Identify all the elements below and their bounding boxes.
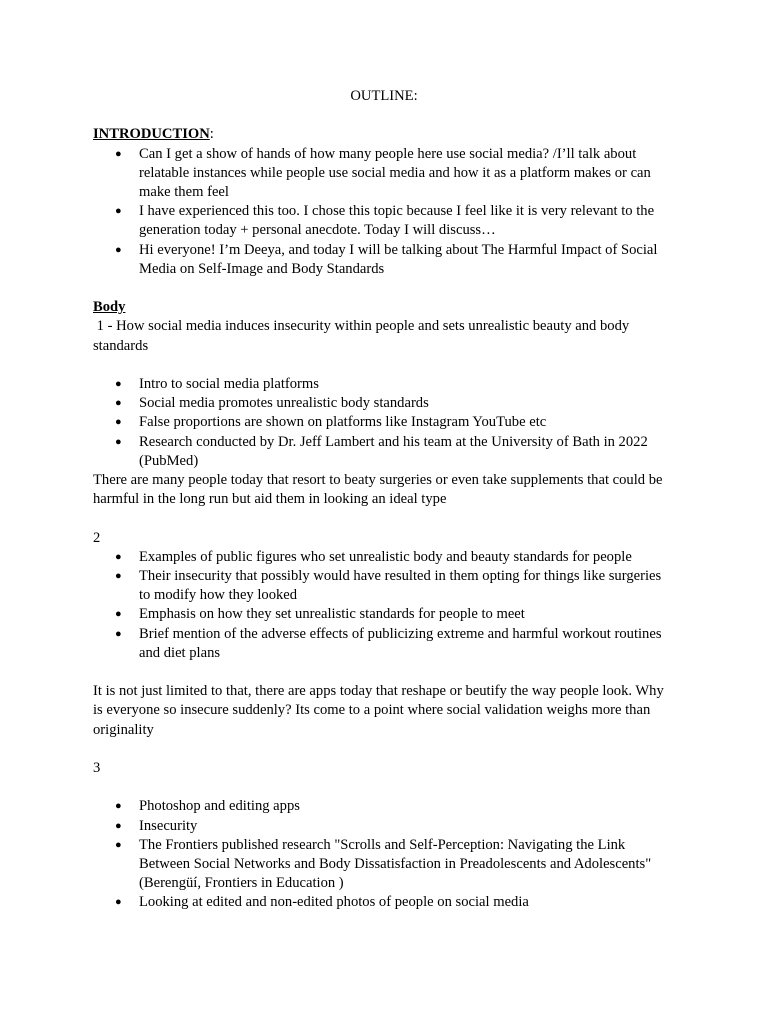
list-item-text: The Frontiers published research "Scrolls and Self-Perception: Navigating the Link Between Social Networks and Body Dissatisfaction in Preadolescents and Adolescents" (Berengüí, Frontiers in Education ) <box>139 836 652 892</box>
bullet-icon: ● <box>115 550 122 563</box>
list-item-text: Insecurity <box>139 817 198 834</box>
spacer <box>93 509 673 528</box>
list-item-text: False proportions are shown on platforms like Instagram YouTube etc <box>139 414 547 431</box>
document-page <box>93 87 673 913</box>
bullet-icon: ● <box>115 147 122 160</box>
list-item <box>93 375 673 394</box>
list-item <box>93 836 673 894</box>
list-item <box>93 394 673 413</box>
list-item-text: Intro to social media platforms <box>139 376 319 392</box>
bullet-icon: ● <box>115 608 122 621</box>
bullet-icon: ● <box>115 416 122 429</box>
introduction-heading-line <box>93 125 673 144</box>
section-1-list <box>93 375 673 471</box>
list-item <box>93 817 673 836</box>
introduction-heading: INTRODUCTION <box>93 126 210 143</box>
spacer <box>93 778 673 797</box>
list-item <box>93 893 673 912</box>
list-item-text: Research conducted by Dr. Jeff Lambert and his team at the University of Bath in 2022 (PubMed) <box>139 433 656 469</box>
bullet-icon: ● <box>115 570 122 583</box>
list-item-text: Social media promotes unrealistic body standards <box>139 395 429 412</box>
bullet-icon: ● <box>115 800 122 813</box>
list-item-text: I have experienced this too. I chose this topic because I feel like it is very relevant to the generation today + personal anecdote. Today I will discuss… <box>139 203 655 239</box>
list-item <box>93 605 673 624</box>
spacer <box>93 740 673 759</box>
introduction-list <box>93 145 673 279</box>
list-item <box>93 202 673 240</box>
spacer <box>93 356 673 375</box>
list-item <box>93 413 673 432</box>
section-1-intro: 1 - How social media induces insecurity within people and sets unrealistic beauty and body standards <box>93 318 633 354</box>
bullet-icon: ● <box>115 397 122 410</box>
bullet-icon: ● <box>115 378 122 390</box>
list-item <box>93 797 673 816</box>
list-item <box>93 241 673 279</box>
spacer <box>93 106 673 125</box>
body-heading: Body <box>93 299 126 316</box>
list-item-text: Brief mention of the adverse effects of publicizing extreme and harmful workout routines and diet plans <box>139 625 662 661</box>
list-item-text: Examples of public figures who set unrealistic body and beauty standards for people <box>139 548 632 565</box>
section-3-list <box>93 797 673 912</box>
introduction-heading-colon: : <box>209 126 214 143</box>
body-heading-line <box>93 298 673 317</box>
bullet-icon: ● <box>115 896 122 909</box>
list-item-text: Can I get a show of hands of how many people here use social media? /I’ll talk about relatable instances while people use social media and how it as a platform makes or can make them feel <box>139 145 651 200</box>
document-title: OUTLINE: <box>350 88 418 104</box>
bullet-icon: ● <box>115 819 122 832</box>
list-item <box>93 567 673 605</box>
list-item-text: Emphasis on how they set unrealistic standards for people to meet <box>139 606 525 623</box>
bullet-icon: ● <box>115 243 122 256</box>
bullet-icon: ● <box>115 435 122 448</box>
list-item-text: Hi everyone! I’m Deeya, and today I will be talking about The Harmful Impact of Social Media on Self-Image and Body Standards <box>139 241 658 277</box>
section-2-list <box>93 548 673 663</box>
section-3-number: 3 <box>93 760 101 777</box>
bullet-icon: ● <box>115 838 122 851</box>
list-item-text: Looking at edited and non-edited photos of people on social media <box>139 894 529 911</box>
list-item <box>93 625 673 663</box>
section-2-after: It is not just limited to that, there are apps today that reshape or beutify the way people look. Why is everyone so insecure suddenly? Its come to a point where social validation weighs more than originality <box>93 683 664 738</box>
section-2-number: 2 <box>93 529 101 546</box>
spacer <box>93 663 673 682</box>
list-item <box>93 548 673 567</box>
list-item <box>93 433 673 471</box>
section-1-after: There are many people today that resort to beaty surgeries or even take supplements that could be harmful in the long run but aid them in looking an ideal type <box>93 472 663 508</box>
list-item-text: Photoshop and editing apps <box>139 798 300 815</box>
list-item <box>93 145 673 203</box>
spacer <box>93 279 673 298</box>
bullet-icon: ● <box>115 205 122 218</box>
bullet-icon: ● <box>115 627 122 640</box>
list-item-text: Their insecurity that possibly would have resulted in them opting for things like surgeries to modify how they looked <box>139 568 662 604</box>
